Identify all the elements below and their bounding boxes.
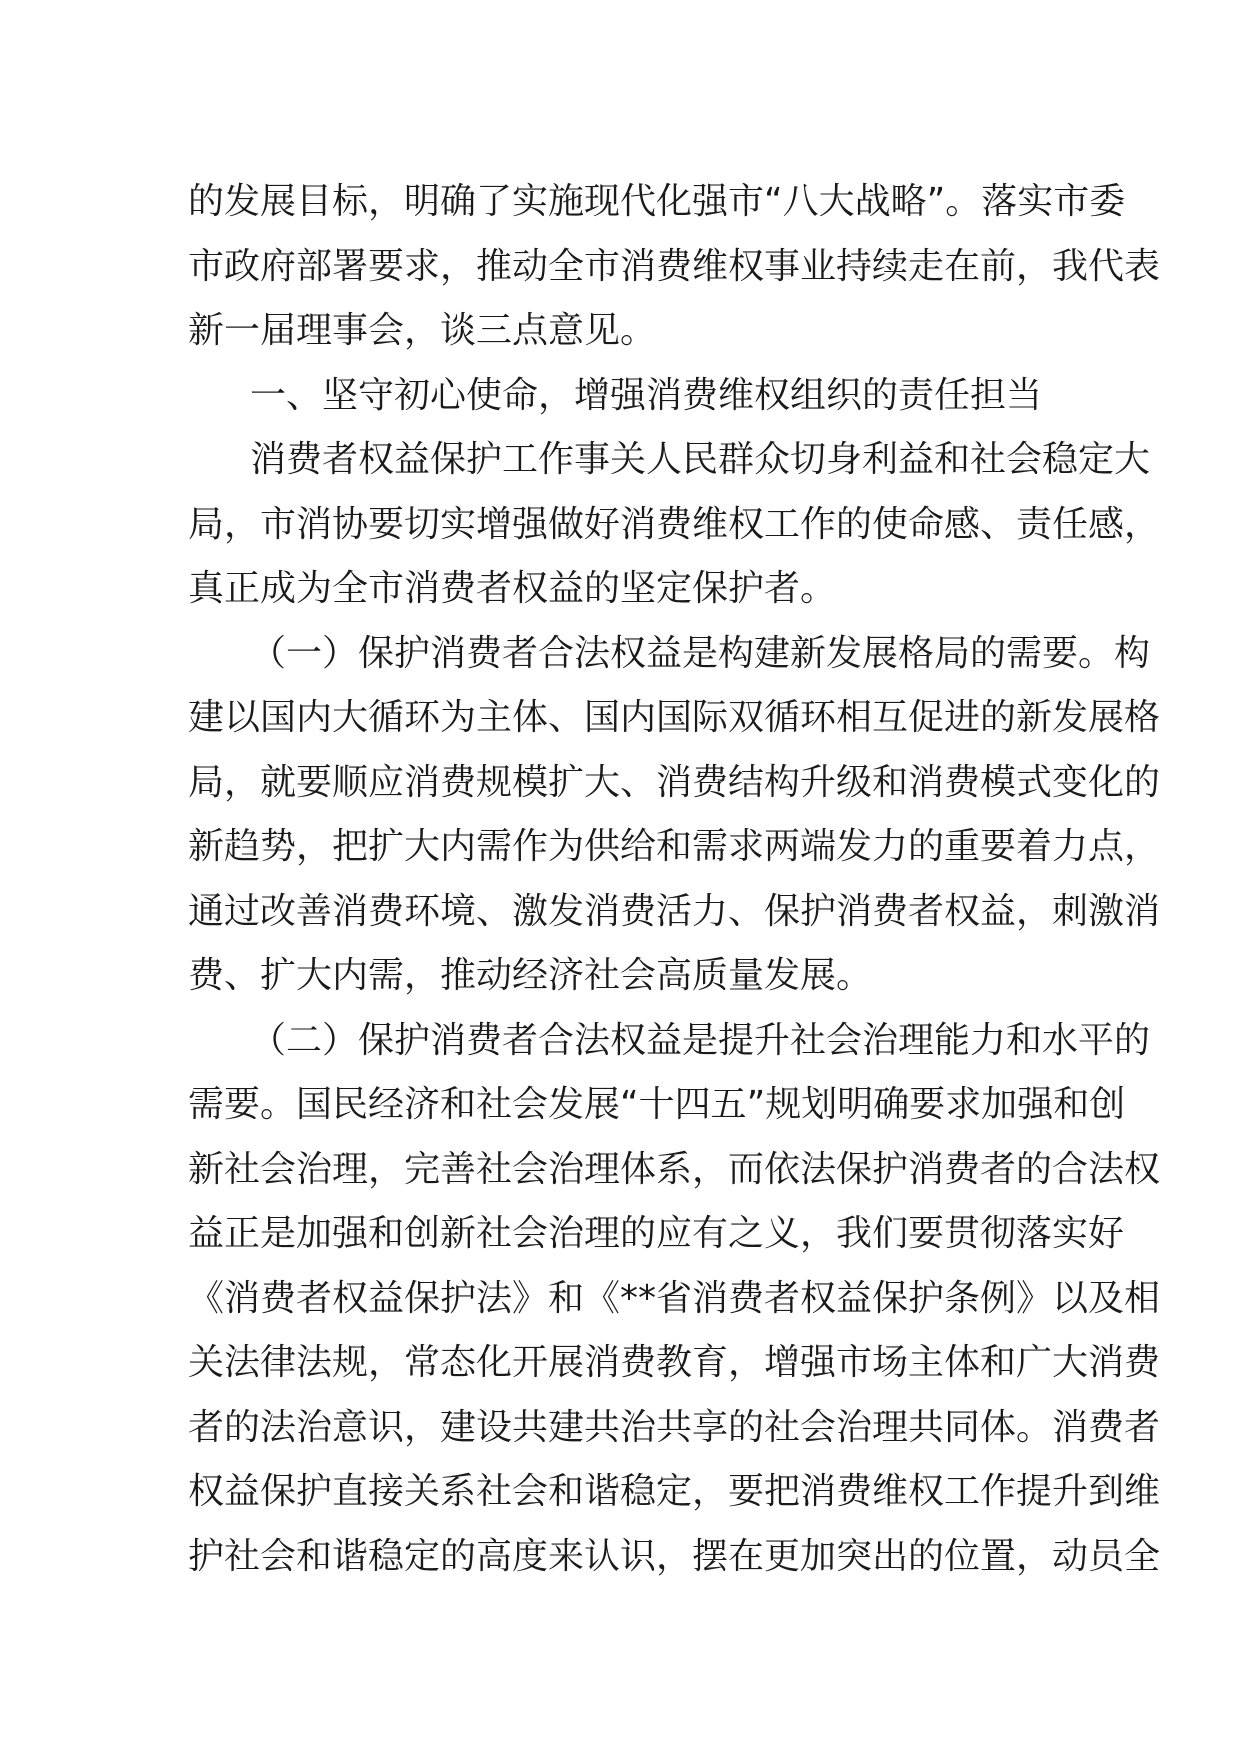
paragraph-line: 真正成为全市消费者权益的坚定保护者。	[188, 568, 837, 609]
paragraph-line: 者的法治意识，建设共建共治共享的社会治理共同体。消费者	[188, 1406, 1161, 1448]
paragraph-line: 新趋势，把扩大内需作为供给和需求两端发力的重要着力点，	[188, 826, 1161, 867]
paragraph-line: 消费者权益保护工作事关人民群众切身利益和社会稳定大	[250, 439, 1151, 480]
section-heading: 一、坚守初心使命，增强消费维权组织的责任担当	[250, 374, 1043, 416]
paragraph-line: 关法律法规，常态化开展消费教育，增强市场主体和广大消费	[188, 1342, 1161, 1383]
paragraph-line: 通过改善消费环境、激发消费活力、保护消费者权益，刺激消	[188, 890, 1161, 932]
subsection-line: （一）保护消费者合法权益是构建新发展格局的需要。构	[250, 632, 1151, 674]
paragraph-line: 护社会和谐稳定的高度来认识，摆在更加突出的位置，动员全	[188, 1535, 1161, 1577]
paragraph-line: 建以国内大循环为主体、国内国际双循环相互促进的新发展格	[188, 697, 1161, 738]
paragraph-line: 新一届理事会，谈三点意见。	[188, 310, 657, 351]
paragraph-line: 市政府部署要求，推动全市消费维权事业持续走在前，我代表	[188, 245, 1161, 287]
subsection-line: （二）保护消费者合法权益是提升社会治理能力和水平的	[250, 1019, 1151, 1061]
paragraph-line: 《消费者权益保护法》和《**省消费者权益保护条例》以及相	[188, 1277, 1161, 1319]
paragraph-line: 权益保护直接关系社会和谐稳定，要把消费维权工作提升到维	[188, 1471, 1161, 1512]
paragraph-line: 新社会治理，完善社会治理体系，而依法保护消费者的合法权	[188, 1148, 1161, 1190]
paragraph-line: 益正是加强和创新社会治理的应有之义，我们要贯彻落实好	[188, 1213, 1125, 1254]
paragraph-line: 局，市消协要切实增强做好消费维权工作的使命感、责任感，	[188, 503, 1161, 545]
paragraph-line: 需要。国民经济和社会发展“十四五”规划明确要求加强和创	[188, 1084, 1126, 1125]
paragraph-line: 的发展目标，明确了实施现代化强市“八大战略”。落实市委	[188, 181, 1126, 222]
paragraph-line: 费、扩大内需，推动经济社会高质量发展。	[188, 955, 873, 996]
paragraph-line: 局，就要顺应消费规模扩大、消费结构升级和消费模式变化的	[188, 761, 1161, 803]
document-body	[188, 170, 1161, 1589]
